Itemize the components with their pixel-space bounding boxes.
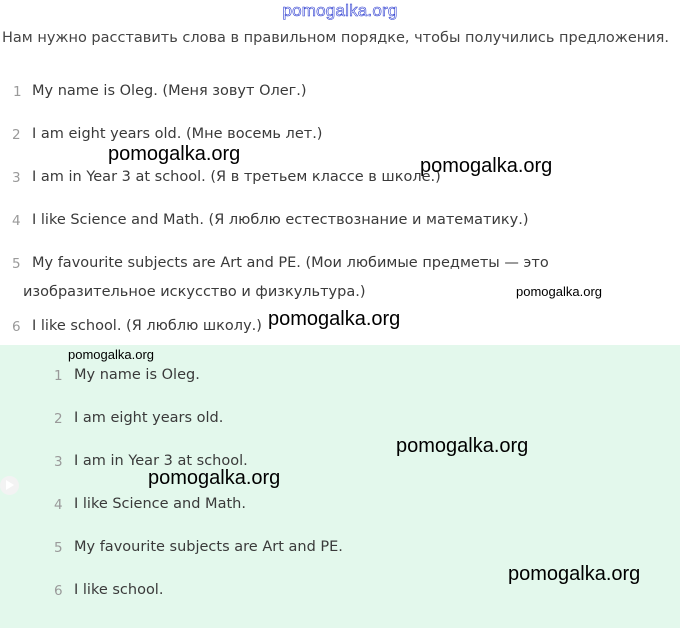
answer-item-number: 4 [54, 497, 63, 513]
watermark: pomogalka.org [508, 563, 641, 585]
task-item-number: 3 [12, 170, 21, 186]
task-item-text: My favourite subjects are Art and PE. (Мои любимые предметы — это [32, 255, 549, 271]
task-intro: Нам нужно расставить слова в правильном порядке, чтобы получились предложения. [2, 30, 669, 46]
task-item-number: 1 [13, 84, 22, 100]
answer-item-text: My favourite subjects are Art and PE. [74, 539, 343, 555]
answer-item-number: 2 [54, 411, 63, 427]
watermark: pomogalka.org [148, 467, 281, 489]
site-logo[interactable]: pomogalka.org [282, 1, 398, 20]
watermark: pomogalka.org [268, 308, 401, 330]
task-item-text: I am eight years old. (Мне восемь лет.) [32, 126, 323, 142]
watermark: pomogalka.org [108, 143, 241, 165]
watermark: pomogalka.org [420, 155, 553, 177]
task-item-text: I like Science and Math. (Я люблю естествознание и математику.) [32, 212, 529, 228]
task-item-text: I am in Year 3 at school. (Я в третьем классе в школе.) [32, 169, 441, 185]
answer-item-text: I like school. [74, 582, 164, 598]
task-item-number: 5 [12, 256, 21, 272]
answer-item-number: 6 [54, 583, 63, 599]
answer-item-text: My name is Oleg. [74, 367, 200, 383]
task-item-number: 4 [12, 213, 21, 229]
task-item-number: 6 [12, 319, 21, 335]
task-item-text-continued: изобразительное искусство и физкультура.) [23, 284, 366, 300]
answer-item-number: 3 [54, 454, 63, 470]
watermark: pomogalka.org [516, 284, 602, 299]
answer-item-text: I am in Year 3 at school. [74, 453, 248, 469]
answer-item-number: 5 [54, 540, 63, 556]
answer-item-number: 1 [54, 368, 63, 384]
watermark: pomogalka.org [68, 347, 154, 362]
task-item-text: I like school. (Я люблю школу.) [32, 318, 262, 334]
answer-item-text: I like Science and Math. [74, 496, 246, 512]
task-item-text: My name is Oleg. (Меня зовут Олег.) [32, 83, 307, 99]
watermark: pomogalka.org [396, 435, 529, 457]
task-item-number: 2 [12, 127, 21, 143]
answer-item-text: I am eight years old. [74, 410, 224, 426]
play-icon[interactable] [0, 476, 19, 495]
